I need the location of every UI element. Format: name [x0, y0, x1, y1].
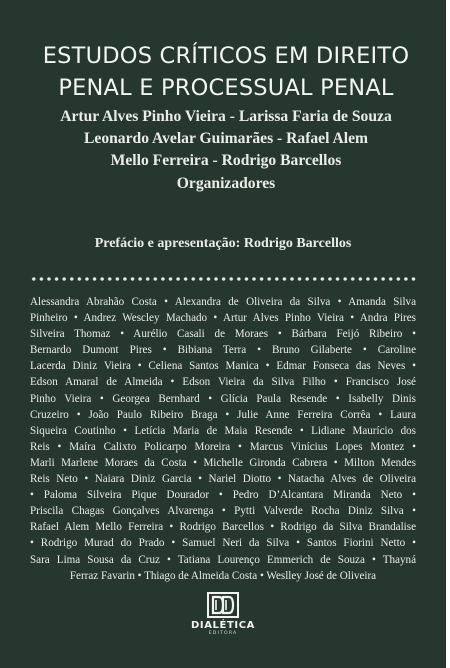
authors-line: Alessandra Abrahão Costa • Alexandra de Oliveira da Silva • Amanda Silva	[30, 296, 416, 308]
authors-line: Sara Lima Sousa da Cruz • Tatiana Lourenço Emmerich de Souza • Thayná	[30, 553, 416, 566]
book-title	[20, 40, 432, 104]
authors-line: • Rodrigo Murad do Prado • Samuel Neri da Silva • Santos Fiorini Netto •	[30, 537, 416, 550]
preface-credit: Prefácio e apresentação: Rodrigo Barcellos	[94, 236, 352, 251]
dotted-divider	[30, 276, 416, 282]
authors-line: Silveira Thomaz • Aurélio Casali de Moraes • Bárbara Feijó Ribeiro •	[30, 328, 416, 341]
authors-line: Siqueira Coutinho • Letícia Maria de Maia Resende • Lidiane Maurício dos	[30, 424, 416, 437]
title-line-2: PENAL E PROCESSUAL PENAL	[58, 75, 394, 101]
authors-line: Reis Neto • Naiara Diniz Garcia • Nariel Diotto • Natacha Alves de Oliveira	[30, 473, 416, 486]
organizers-role: Organizadores	[176, 174, 276, 192]
authors-line: • Paloma Silveira Pique Dourador • Pedro D’Alcantara Miranda Neto •	[30, 489, 416, 502]
publisher-subtitle: EDITORA	[208, 631, 238, 636]
publisher-logo	[183, 592, 263, 636]
publisher-name: DIALÉTICA	[191, 620, 255, 631]
authors-line: Bernardo Dumont Pires • Bibiana Terra • Bruno Gilaberte • Caroline	[30, 344, 416, 357]
organizers-block	[10, 106, 442, 195]
authors-line: Cruzeiro • João Paulo Ribeiro Braga • Julie Anne Ferreira Corrêa • Laura	[30, 408, 416, 421]
authors-line: Priscila Chagas Gonçalves Alvarenga • Pytti Valverde Rocha Diniz Silva •	[30, 505, 416, 518]
authors-line: Rafael Alem Mello Ferreira • Rodrigo Barcellos • Rodrigo da Silva Brandalise	[30, 521, 416, 534]
authors-line: Ferraz Favarin • Thiago de Almeida Costa • Weslley José de Oliveira	[69, 569, 377, 582]
organizers-line-1: Artur Alves Pinho Vieira - Larissa Faria de Souza	[60, 108, 392, 125]
authors-line: Pinheiro • Andrez Wescley Machado • Artur Alves Pinho Vieira • Andra Pires	[30, 312, 416, 325]
dialetica-logo-icon	[207, 592, 239, 618]
authors-line: Reis • Maíra Calixto Policarpo Moreira • Marcus Vinícius Lopes Montez •	[30, 440, 416, 453]
authors-line: Marli Marlene Moraes da Costa • Michelle Gironda Cabrera • Milton Mendes	[30, 456, 416, 469]
authors-line: Edson Amaral de Almeida • Edson Vieira da Silva Filho • Francisco José	[30, 376, 416, 389]
authors-line: Pinho Vieira • Georgea Bernhard • Glícia Paula Resende • Isabelly Dinis	[30, 392, 416, 405]
authors-line: Lacerda Diniz Vieira • Celiena Santos Manica • Edmar Fonseca das Neves •	[30, 360, 416, 373]
title-line-1: ESTUDOS CRÍTICOS EM DIREITO	[42, 43, 410, 69]
organizers-line-2: Leonardo Avelar Guimarães - Rafael Alem	[84, 130, 368, 148]
organizers-line-3: Mello Ferreira - Rodrigo Barcellos	[110, 152, 342, 170]
authors-list	[30, 294, 416, 584]
